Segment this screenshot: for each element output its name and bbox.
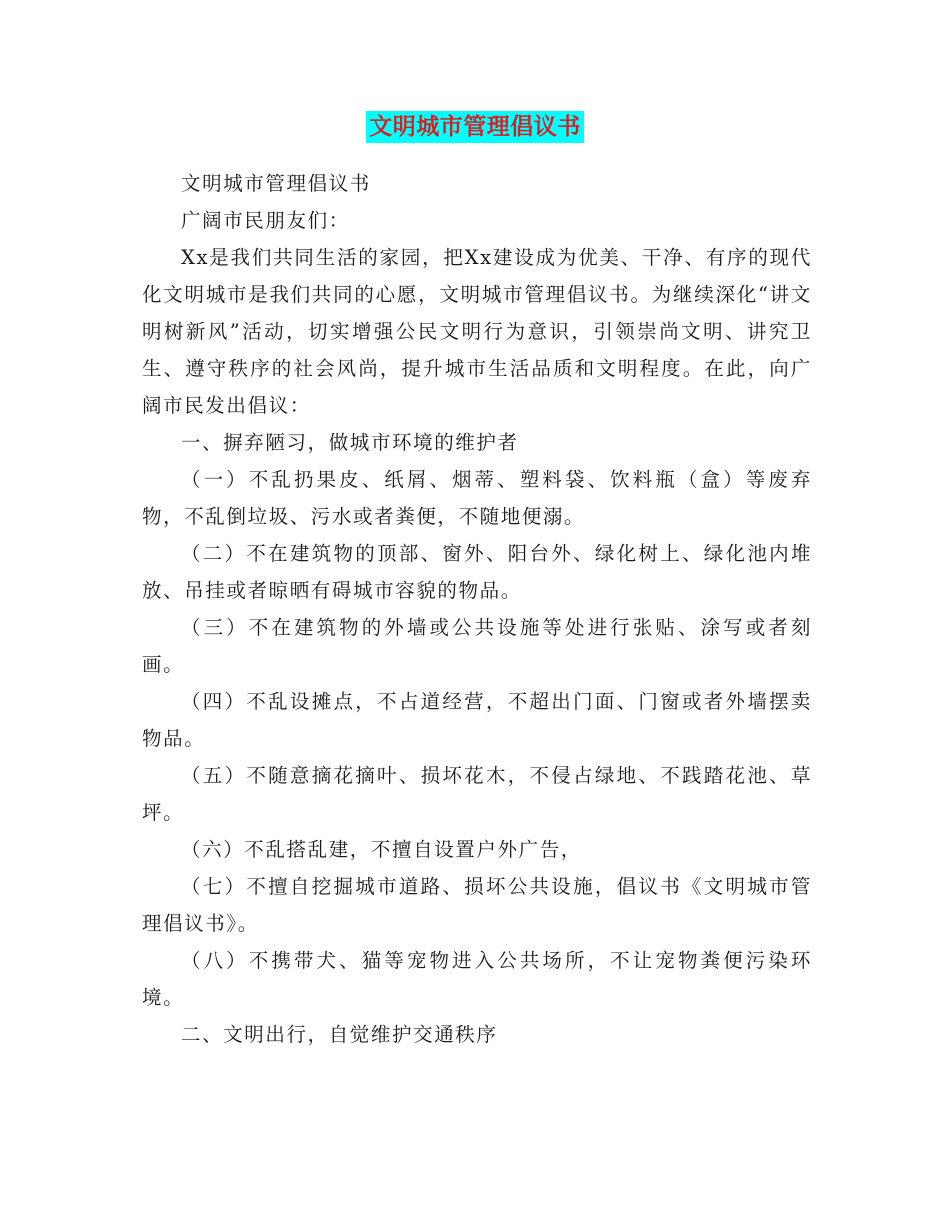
list-item-6: （六）不乱搭乱建，不擅自设置户外广告， [181, 838, 582, 861]
document-body [142, 165, 812, 1053]
list-item-7: （七）不擅自挖掘城市道路、损坏公共设施，倡议书《文明城市管理倡议书》。 [142, 875, 812, 935]
section-heading-2: 二、文明出行，自觉维护交通秩序 [181, 1023, 498, 1046]
list-item-8: （八）不携带犬、猫等宠物进入公共场所，不让宠物粪便污染环境。 [142, 949, 812, 1009]
list-item-3: （三）不在建筑物的外墙或公共设施等处进行张贴、涂写或者刻画。 [142, 616, 812, 676]
paragraph-salutation: 广阔市民朋友们： [181, 209, 350, 232]
list-item-1: （一）不乱扔果皮、纸屑、烟蒂、塑料袋、饮料瓶（盒）等废弃物，不乱倒垃圾、污水或者粪便，不随地便溺。 [142, 468, 812, 528]
title-container [0, 111, 950, 143]
list-item-4: （四）不乱设摊点，不占道经营，不超出门面、门窗或者外墙摆卖物品。 [142, 690, 812, 750]
list-item-2: （二）不在建筑物的顶部、窗外、阳台外、绿化树上、绿化池内堆放、吊挂或者晾晒有碍城市容貌的物品。 [142, 542, 812, 602]
list-item-5: （五）不随意摘花摘叶、损坏花木，不侵占绿地、不践踏花池、草坪。 [142, 764, 812, 824]
paragraph-subtitle: 文明城市管理倡议书 [181, 172, 371, 195]
section-heading-1: 一、摒弃陋习，做城市环境的维护者 [181, 431, 519, 454]
document-title: 文明城市管理倡议书 [366, 111, 584, 143]
paragraph-intro: Xx是我们共同生活的家园，把Xx建设成为优美、干净、有序的现代化文明城市是我们共同的心愿，文明城市管理倡议书。为继续深化“讲文明树新风”活动，切实增强公民文明行为意识，引领崇尚文明、讲究卫生、遵守秩序的社会风尚，提升城市生活品质和文明程度。在此，向广阔市民发出倡议： [142, 246, 812, 417]
